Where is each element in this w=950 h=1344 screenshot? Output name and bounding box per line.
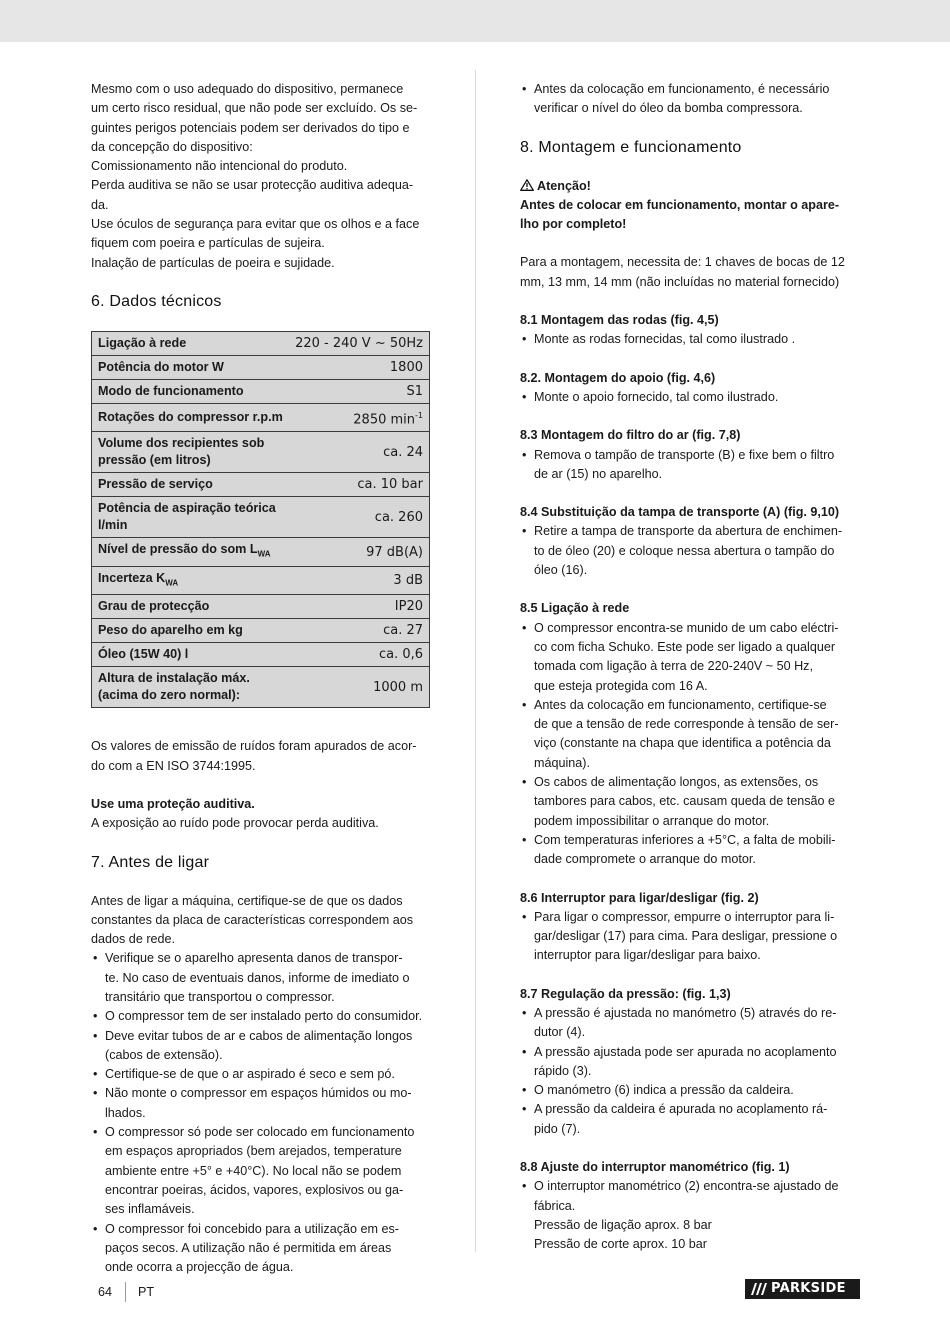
spec-row (92, 432, 430, 473)
spec-value (289, 432, 429, 473)
spec-label-subscript: WA (257, 549, 271, 559)
section-8-2-title: 8.2. Montagem do apoio (fig. 4,6) (520, 370, 716, 385)
spec-value-text: ca. 24 (383, 444, 423, 460)
oil-check-line: Antes da colocação em funcionamento, é necessário (534, 82, 830, 96)
spec-row (92, 538, 430, 567)
spec-value-text: 3 dB (393, 573, 423, 589)
section-8-5-item-line: dade compromete o arranque do motor. (534, 852, 756, 867)
intro-line: Use óculos de segurança para evitar que os olhos e a face (91, 217, 420, 232)
header-band (0, 0, 950, 42)
section-8-8-title: 8.8 Ajuste do interruptor manométrico (fig. 1) (520, 1160, 790, 1175)
section-8-title: 8. Montagem e funcionamento (520, 138, 742, 156)
spec-row (92, 331, 430, 355)
section-8-4-title: 8.4 Substituição da tampa de transporte (A) (fig. 9,10) (520, 505, 840, 520)
section-7-item (91, 1123, 429, 1219)
spec-label (92, 595, 290, 619)
section-8-7-item-line: pido (7). (534, 1121, 581, 1136)
section-8-4-item-line: óleo (16). (534, 563, 588, 578)
section-7-item-line: O compressor tem de ser instalado perto do consumidor. (105, 1009, 423, 1024)
spec-row (92, 643, 430, 667)
section-7-item-line: O compressor foi concebido para a utilização em es- (105, 1221, 399, 1236)
spec-value (289, 595, 429, 619)
spec-label-text-2: pressão (em litros) (98, 453, 211, 468)
spec-value (289, 619, 429, 643)
section-8-5-item-line: tambores para cabos, etc. causam queda de tensão e (534, 794, 836, 809)
page-number: 64 (98, 1285, 113, 1299)
warning-line: Antes de colocar em funcionamento, montar o apare- (520, 197, 840, 212)
oil-check-line: verificar o nível do óleo da bomba compressora. (534, 101, 803, 116)
section-7-item-line: transitário que transportou o compressor. (105, 990, 335, 1004)
intro-line: Inalação de partículas de poeira e sujidade. (91, 255, 335, 270)
spec-label (92, 538, 290, 567)
right-column (520, 80, 860, 1255)
spec-row (92, 379, 430, 403)
oil-check-list (520, 80, 860, 119)
section-8-7-item-line: O manómetro (6) indica a pressão da caldeira. (534, 1083, 794, 1098)
section-8-7-item-line: rápido (3). (534, 1063, 592, 1078)
spec-value (289, 643, 429, 667)
spec-value (289, 355, 429, 379)
section-8-3-item-line: Remova o tampão de transporte (B) e fixe bem o filtro (534, 447, 835, 462)
section-7-item (91, 1027, 429, 1066)
section-7-item-line: (cabos de extensão). (105, 1047, 223, 1062)
section-8-7-item (520, 1004, 860, 1043)
section-8-7-item-line: dutor (4). (534, 1025, 586, 1040)
spec-row (92, 403, 430, 431)
spec-label-text: Peso do aparelho em kg (98, 623, 243, 638)
section-7-item-line: Certifique-se de que o ar aspirado é seco e sem pó. (105, 1067, 395, 1082)
spec-label-text-2: (acima do zero normal): (98, 688, 241, 703)
spec-value (289, 379, 429, 403)
section-8-6-item (520, 908, 860, 966)
intro-line: da concepção do dispositivo: (91, 139, 253, 154)
spec-row (92, 497, 430, 538)
spec-row (92, 473, 430, 497)
section-8-5-item (520, 831, 860, 870)
spec-label (92, 619, 290, 643)
section-8-7-item (520, 1100, 860, 1139)
spec-label-text: Pressão de serviço (98, 477, 213, 492)
section-8-1-list (520, 330, 860, 349)
section-7-intro-line: Antes de ligar a máquina, certifique-se de que os dados (91, 893, 403, 908)
spec-label (92, 497, 290, 538)
spec-value-text: ca. 0,6 (378, 647, 423, 663)
warning-triangle-icon (520, 179, 534, 191)
spec-label-text: Ligação à rede (98, 335, 187, 350)
section-8-3-title: 8.3 Montagem do filtro do ar (fig. 7,8) (520, 428, 741, 443)
spec-value-text: ca. 27 (383, 623, 423, 639)
spec-label-text: Potência do motor W (98, 359, 224, 374)
spec-value-text: 2850 min (353, 412, 416, 428)
spec-label (92, 643, 290, 667)
section-8-5-item-line: podem impossibilitar o arranque do motor. (534, 813, 770, 828)
section-8-5-item-line: máquina). (534, 755, 591, 770)
section-8-5-item (520, 696, 860, 773)
section-8-7-item (520, 1081, 860, 1100)
spec-label (92, 667, 290, 708)
spec-label-subscript: WA (165, 578, 179, 588)
section-8-1-item (520, 330, 860, 349)
spec-row (92, 619, 430, 643)
emission-paragraph (91, 737, 429, 776)
spec-label (92, 331, 290, 355)
section-7-title: 7. Antes de ligar (91, 853, 210, 871)
emission-line: do com a EN ISO 3744:1995. (91, 758, 256, 773)
tools-paragraph (520, 253, 860, 292)
section-7-item-line: Verifique se o aparelho apresenta danos de transpor- (105, 951, 403, 966)
section-8-5-title: 8.5 Ligação à rede (520, 601, 630, 616)
section-7-item-line: onde ocorra a projecção de água. (105, 1260, 294, 1275)
intro-line: fiquem com poeira e partículas de sujeira. (91, 236, 325, 251)
section-8-7-title: 8.7 Regulação da pressão: (fig. 1,3) (520, 986, 731, 1001)
section-7-item-line: em espaços apropriados (bem arejados, temperature (105, 1144, 402, 1159)
section-8-5-item-line: de que a tensão de rede corresponde à tensão de ser- (534, 717, 839, 732)
spec-label-text: Potência de aspiração teórica l/min (98, 501, 276, 533)
section-8-6-title: 8.6 Interruptor para ligar/desligar (fig. 2) (520, 890, 759, 905)
spec-label-text: Altura de instalação máx. (98, 671, 250, 686)
spec-row (92, 355, 430, 379)
section-8-5-item-line: tomada com ligação à terra de 220-240V ~ 50 Hz, (534, 659, 813, 674)
spec-value-text: ca. 10 bar (357, 477, 423, 493)
spec-value-text: IP20 (394, 599, 423, 615)
section-8-5-item (520, 619, 860, 696)
spec-label-text: Volume dos recipientes sob (98, 436, 265, 451)
section-8-6-list (520, 908, 860, 966)
hearing-protection-text: A exposição ao ruído pode provocar perda auditiva. (91, 816, 379, 831)
brand-stripes-icon (747, 1279, 769, 1299)
warning-title: Atenção! (537, 178, 591, 193)
section-6-title: 6. Dados técnicos (91, 292, 222, 310)
hearing-protection-title: Use uma proteção auditiva. (91, 796, 255, 811)
section-8-2-item-line: Monte o apoio fornecido, tal como ilustrado. (534, 389, 779, 404)
section-8-6-item-line: interruptor para ligar/desligar para baixo. (534, 948, 761, 963)
section-7-intro (91, 892, 429, 950)
section-7-list (91, 949, 429, 1277)
left-column (91, 80, 429, 1277)
section-8-7-item-line: A pressão ajustada pode ser apurada no acoplamento (534, 1044, 837, 1059)
spec-label-text: Modo de funcionamento (98, 383, 244, 398)
technical-data-table (91, 331, 430, 708)
section-7-item-line: ses inflamáveis. (105, 1202, 195, 1217)
tools-line: Para a montagem, necessita de: 1 chaves de bocas de 12 (520, 255, 845, 270)
section-7-item-line: Deve evitar tubos de ar e cabos de alimentação longos (105, 1028, 413, 1043)
section-8-6-item-line: Para ligar o compressor, empurre o interruptor para li- (534, 909, 835, 924)
warning-line: lho por completo! (520, 217, 627, 232)
intro-line: um certo risco residual, que não pode ser excluído. Os se- (91, 101, 418, 116)
spec-value (289, 331, 429, 355)
section-8-4-item-line: to de óleo (20) e coloque nessa abertura o tampão do (534, 543, 835, 558)
section-7-item-line: lhados. (105, 1105, 146, 1120)
section-8-5-item-line: O compressor encontra-se munido de um cabo eléctri- (534, 620, 839, 635)
intro-line: Mesmo com o uso adequado do dispositivo, permanece (91, 82, 404, 96)
spec-label (92, 473, 290, 497)
spec-value-text: 1800 (389, 359, 423, 375)
spec-label (92, 403, 290, 431)
spec-label-text: Grau de protecção (98, 599, 210, 614)
section-7-item-line: te. No caso de eventuais danos, informe de imediato o (105, 970, 410, 985)
intro-line: Comissionamento não intencional do produto. (91, 159, 348, 174)
spec-row (92, 595, 430, 619)
intro-paragraph (91, 80, 429, 273)
section-8-8-list (520, 1177, 860, 1254)
section-7-item (91, 1220, 429, 1278)
section-7-item-line: ambiente entre +5° e +40°C). No local não se podem (105, 1163, 402, 1178)
spec-value-text: 220 - 240 V ~ 50Hz (295, 335, 423, 351)
section-8-4-list (520, 522, 860, 580)
intro-line: guintes perigos potenciais podem ser derivados do tipo e (91, 120, 410, 135)
section-8-7-item-line: A pressão é ajustada no manómetro (5) através do re- (534, 1005, 837, 1020)
spec-value (289, 667, 429, 708)
spec-value (289, 497, 429, 538)
section-8-5-item-line: Os cabos de alimentação longos, as extensões, os (534, 775, 819, 790)
spec-value (289, 566, 429, 595)
section-8-5-item-line: Antes da colocação em funcionamento, certifique-se (534, 697, 827, 712)
section-8-4-item (520, 522, 860, 580)
section-8-3-item (520, 446, 860, 485)
intro-line: Perda auditiva se não se usar protecção auditiva adequa- (91, 178, 414, 193)
spec-label (92, 379, 290, 403)
language-code: PT (138, 1285, 155, 1299)
spec-label-text: Óleo (15W 40) l (98, 647, 189, 662)
section-8-1-title: 8.1 Montagem das rodas (fig. 4,5) (520, 313, 719, 328)
warning-heading (520, 177, 860, 196)
section-8-7-list (520, 1004, 860, 1139)
section-7-item-line: paços secos. A utilização não é permitida em áreas (105, 1240, 392, 1255)
section-7-intro-line: dados de rede. (91, 932, 176, 947)
section-8-4-item-line: Retire a tampa de transporte da abertura de enchimen- (534, 524, 843, 539)
section-8-8-item-line: Pressão de corte aprox. 10 bar (534, 1237, 707, 1252)
section-8-5-item-line: co com ficha Schuko. Este pode ser ligado a qualquer (534, 639, 836, 654)
spec-value-superscript: -1 (415, 410, 423, 420)
spec-value-text: 1000 m (373, 679, 423, 695)
spec-row (92, 566, 430, 595)
section-8-5-item (520, 773, 860, 831)
section-8-1-item-line: Monte as rodas fornecidas, tal como ilustrado . (534, 332, 796, 347)
spec-label-text: Incerteza K (98, 570, 166, 585)
parkside-logo (745, 1279, 860, 1299)
section-7-item (91, 1084, 429, 1123)
section-8-3-item-line: de ar (15) no aparelho. (534, 466, 663, 481)
section-8-5-item-line: Com temperaturas inferiores a +5°C, a falta de mobili- (534, 832, 836, 847)
section-8-2-list (520, 388, 860, 407)
spec-label (92, 355, 290, 379)
section-8-8-item (520, 1177, 860, 1254)
section-7-item (91, 949, 429, 1007)
section-8-8-item-line: Pressão de ligação aprox. 8 bar (534, 1217, 712, 1232)
footer-separator (125, 1282, 126, 1302)
spec-value (289, 403, 429, 431)
section-8-5-list (520, 619, 860, 870)
section-7-item (91, 1007, 429, 1026)
oil-check-item (520, 80, 860, 119)
intro-line: da. (91, 197, 109, 212)
section-8-7-item (520, 1043, 860, 1082)
section-8-8-item-line: O interruptor manométrico (2) encontra-se ajustado de (534, 1179, 839, 1194)
spec-value-text: ca. 260 (374, 509, 423, 525)
section-7-item-line: encontrar poeiras, ácidos, vapores, explosivos ou ga- (105, 1182, 404, 1197)
section-8-7-item-line: A pressão da caldeira é apurada no acoplamento rá- (534, 1102, 828, 1117)
section-8-2-item (520, 388, 860, 407)
section-8-5-item-line: que esteja protegida com 16 A. (534, 678, 708, 693)
spec-value-text: S1 (406, 383, 423, 399)
section-8-6-item-line: gar/desligar (17) para cima. Para desligar, pressione o (534, 929, 838, 944)
spec-value-text: 97 dB(A) (366, 544, 423, 560)
spec-value (289, 538, 429, 567)
section-8-5-item-line: viço (constante na chapa que identifica a potência da (534, 736, 831, 751)
spec-row (92, 667, 430, 708)
spec-label (92, 432, 290, 473)
section-7-item-line: Não monte o compressor em espaços húmidos ou mo- (105, 1086, 412, 1101)
section-8-3-list (520, 446, 860, 485)
section-7-intro-line: constantes da placa de características correspondem aos (91, 912, 414, 927)
spec-label-text: Rotações do compressor r.p.m (98, 410, 283, 425)
emission-line: Os valores de emissão de ruídos foram apurados de acor- (91, 739, 417, 754)
column-divider (475, 70, 476, 1252)
brand-name: PARKSIDE (771, 1281, 846, 1297)
tools-line: mm, 13 mm, 14 mm (não incluídas no material fornecido) (520, 274, 840, 289)
section-8-8-item-line: fábrica. (534, 1198, 576, 1213)
section-7-item (91, 1065, 429, 1084)
spec-label-text: Nível de pressão do som L (98, 542, 258, 557)
spec-label (92, 566, 290, 595)
spec-value (289, 473, 429, 497)
warning-text (520, 196, 860, 235)
section-7-item-line: O compressor só pode ser colocado em funcionamento (105, 1125, 415, 1140)
